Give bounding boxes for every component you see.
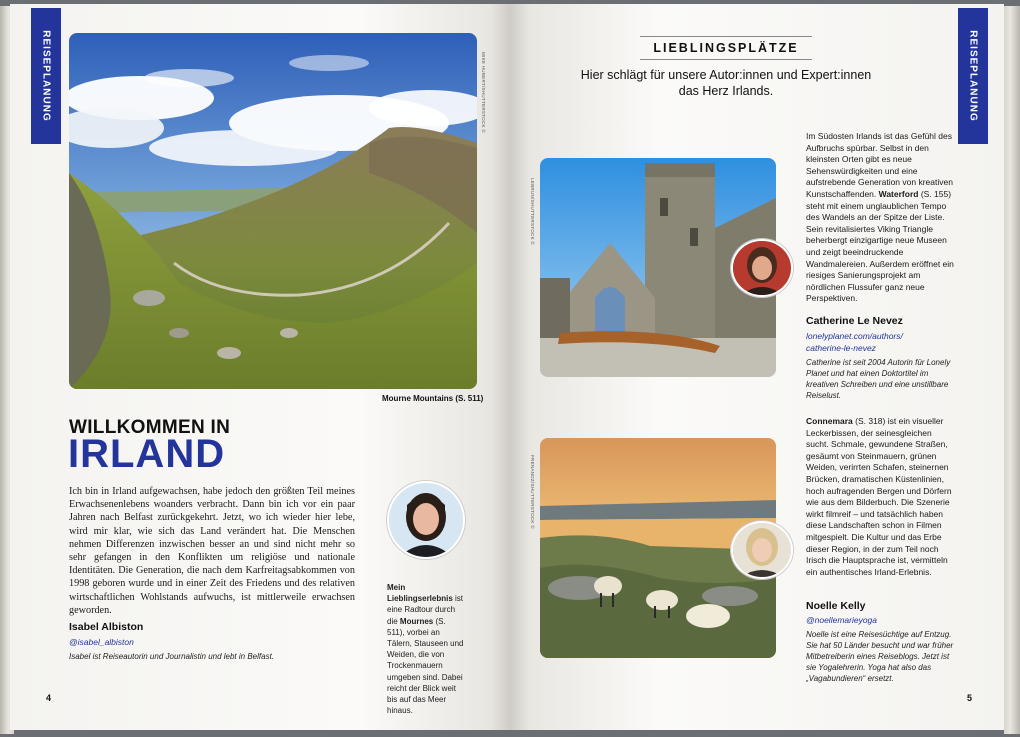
author-handle-isabel[interactable]: @isabel_albiston	[69, 637, 134, 647]
section-tab-label: REISEPLANUNG	[967, 30, 979, 122]
avatar-isabel	[387, 481, 465, 559]
photo-credit-waterford: LEBRUN/SHUTTERSTOCK ©	[530, 178, 535, 246]
portrait-image	[389, 483, 463, 557]
photo-credit-mourne: MIKE HUBERT/SHUTTERSTOCK ©	[481, 52, 486, 133]
section-tab-left	[31, 8, 61, 144]
mountain-landscape-image	[69, 33, 477, 389]
favorite-place: Mournes	[399, 616, 434, 626]
author-bio-catherine: Catherine ist seit 2004 Autorin für Lonely Planet und hat einen Doktortitel im kreativen Schreiben und eine unstillbare Reiselust.	[806, 358, 951, 400]
author-link-line-1: lonelyplanet.com/authors/	[806, 331, 903, 341]
page-title: LIEBLINGSPLÄTZE	[640, 36, 812, 60]
section-tab-label: REISEPLANUNG	[40, 30, 52, 122]
entry1-place: Waterford	[878, 188, 919, 199]
photo-caption: Mourne Mountains (S. 511)	[382, 394, 484, 403]
page-number-left: 4	[46, 693, 52, 703]
page-edge-right	[1004, 6, 1020, 734]
entry2-text-b: (S. 318) ist ein visueller Leckerbissen, der seinesgleichen sucht. Schmale, gewundene Straßen, gesäumt von Steinmauern, grünen Weiden, verirrten Schafen, steinernen Brücken, dramatischen Küstenlinien, hoch aufragenden Bergen und Dörfern wie aus dem Bilderbuch. Die Szenerie wirkt filmreif – und tatsächlich haben diese Landschaften schon in Filmen mitgespielt. Die Kultur und das Erbe dieser Region, in der zum Teil noch Irisch die Hauptsprache ist, vermitteln ein authentisches Irland-Erlebnis.	[806, 416, 952, 577]
heading-welcome: WILLKOMMEN IN	[69, 417, 231, 438]
author-name-catherine: Catherine Le Nevez	[806, 315, 903, 327]
section-tab-right	[958, 8, 988, 144]
avatar-catherine	[731, 239, 793, 297]
page-subtitle	[570, 67, 882, 99]
author-bio-isabel: Isabel ist Reiseautorin und Journalistin und lebt in Belfast.	[69, 652, 275, 661]
subtitle-line-1: Hier schlägt für unsere Autor:innen und Expert:innen	[580, 68, 872, 82]
portrait-image	[733, 523, 791, 577]
photo-credit-connemara: FRENANDZ/SHUTTERSTOCK ©	[530, 455, 535, 529]
favorite-text-a: ist eine Radtour durch die	[387, 594, 464, 626]
author-link-catherine[interactable]	[806, 331, 903, 354]
favorite-text-b: (S. 511), vorbei an Tälern, Stauseen und Weiden, die von Trockenmauern umgeben sind. Dabei reicht der Blick weit bis auf das Meer hinaus.	[387, 616, 464, 716]
entry1-text-b: (S. 155) steht mit einem unglaublichen Tempo des Wandels an der Spitze der Liste. Sein revitalisiertes Viking Triangle beherbergt einzigartige neue Museen und zeigt beeindruckende Wandmalereien. Außerdem eröffnet ein riesiges Sanierungsprojekt am nördlichen Flussufer ganz neue Perspektiven.	[806, 188, 954, 304]
mourne-mountains-photo	[69, 33, 477, 389]
portrait-image	[733, 241, 791, 295]
intro-paragraph: Ich bin in Irland aufgewachsen, habe jedoch den größten Teil meines Erwachsenenlebens woanders verbracht. Dann bin ich vor ein paar Jahren nach Belfast zurückgekehrt. Jetzt, wo ich wieder hier lebe, wird mir klar, wie sich das Land verändert hat. Die Menschen nehmen Differenzen inzwischen besser an und sind nicht mehr so sehr gefangen in den Konflikten um religiöse und nationale Identitäten. Die Generation, die nach dem Karfreitagsabkommen von 1998 geboren wurde und in einer Zeit des Friedens und des relativen wirtschaftlichen Wohlstands aufwuchs, ist mittlerweile erwachsen geworden.	[69, 486, 355, 616]
favorite-experience	[387, 582, 465, 716]
avatar-noelle	[731, 521, 793, 579]
author-bio-noelle: Noelle ist eine Reisesüchtige auf Entzug. Sie hat 50 Länder besucht und war früher Mitbetreiberin eines Reiseblogs. Jetzt ist sie Yogalehrerin. Yoga hat also das „Vagabundieren“ ersetzt.	[806, 630, 954, 683]
entry-connemara-text	[806, 416, 956, 578]
page-number-right: 5	[967, 693, 973, 703]
heading-irland: IRLAND	[68, 432, 226, 476]
subtitle-line-2: das Herz Irlands.	[678, 84, 774, 98]
favorite-label: Mein Lieblingserlebnis	[387, 583, 453, 604]
author-handle-noelle[interactable]: @noellemarieyoga	[806, 615, 878, 625]
entry-waterford-text	[806, 131, 956, 305]
author-name-noelle: Noelle Kelly	[806, 600, 866, 612]
author-name-isabel: Isabel Albiston	[69, 621, 144, 633]
entry1-text-a: Im Südosten Irlands ist das Gefühl des Aufbruchs spürbar. Selbst in den kleinsten Orten gibt es neue Sehenswürdigkeiten und eine aufstrebende Generation von kreativen Kunstschaffenden.	[806, 131, 953, 199]
author-link-line-2: catherine-le-nevez	[806, 342, 876, 353]
entry2-place: Connemara	[806, 416, 853, 426]
